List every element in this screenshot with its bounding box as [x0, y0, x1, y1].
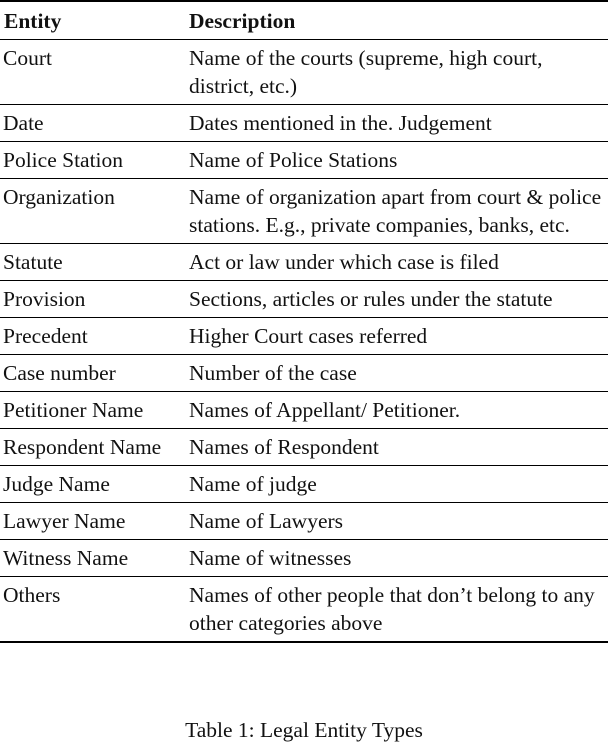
entity-cell: Date: [3, 111, 44, 135]
table-header-row: [0, 1, 608, 40]
description-cell: Number of the case: [189, 361, 357, 385]
entity-cell: Provision: [3, 287, 86, 311]
entity-cell: Lawyer Name: [3, 509, 126, 533]
header-entity: Entity: [4, 9, 62, 33]
table-row: [0, 355, 608, 392]
table-row: [0, 540, 608, 577]
table-row: [0, 577, 608, 643]
entity-cell: Judge Name: [3, 472, 110, 496]
entity-cell: Case number: [3, 361, 116, 385]
table-caption: Table 1: Legal Entity Types: [185, 718, 423, 742]
description-cell: Sections, articles or rules under the statute: [189, 287, 553, 311]
table-row: [0, 179, 608, 244]
entity-cell: Others: [3, 583, 61, 607]
table-row: [0, 392, 608, 429]
description-cell: Dates mentioned in the. Judgement: [189, 111, 492, 135]
table-row: [0, 318, 608, 355]
table-row: [0, 429, 608, 466]
description-cell: Name of Police Stations: [189, 148, 398, 172]
table-row: [0, 244, 608, 281]
description-cell: Names of Respondent: [189, 435, 379, 459]
entity-cell: Witness Name: [3, 546, 129, 570]
table-row: [0, 281, 608, 318]
entity-cell: Petitioner Name: [3, 398, 144, 422]
entity-cell: Police Station: [3, 148, 124, 172]
entity-cell: Respondent Name: [3, 435, 162, 459]
description-cell: Names of Appellant/ Petitioner.: [189, 398, 461, 422]
entity-cell: Precedent: [3, 324, 88, 348]
description-cell: Name of Lawyers: [189, 509, 344, 533]
description-cell: Name of witnesses: [189, 546, 352, 570]
entity-cell: Statute: [3, 250, 63, 274]
table-row: [0, 466, 608, 503]
description-cell: Act or law under which case is filed: [189, 250, 499, 274]
description-cell: Higher Court cases referred: [189, 324, 428, 348]
description-cell: Names of other people that don’t belong to any other categories above: [189, 583, 595, 635]
table-row: [0, 503, 608, 540]
table-row: [0, 142, 608, 179]
table-row: [0, 105, 608, 142]
entity-cell: Court: [3, 46, 52, 70]
header-description: Description: [189, 9, 296, 33]
table-row: [0, 40, 608, 105]
description-cell: Name of judge: [189, 472, 317, 496]
description-cell: Name of the courts (supreme, high court, district, etc.): [189, 46, 543, 98]
entity-cell: Organization: [3, 185, 115, 209]
description-cell: Name of organization apart from court & police stations. E.g., private companies, banks, etc.: [189, 185, 602, 237]
